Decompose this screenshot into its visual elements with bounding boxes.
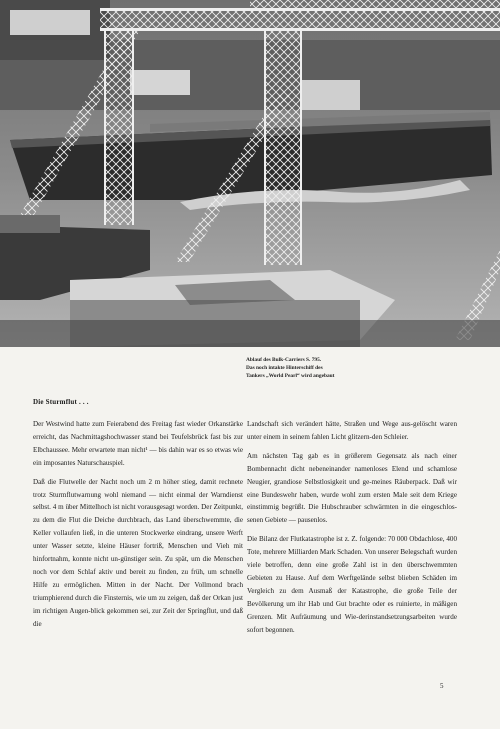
text-column-left: [33, 418, 243, 637]
page-number: 5: [440, 682, 444, 690]
paragraph: Am nächsten Tag gab es in größerem Gegensatz als nach einer Bombennacht dicht nebeneinander namenloses Elend und schamlose Neugier, grandiose Selbstlosigkeit und ge-meines Räuberpack. Daß wir eine Bundeswehr haben, wurde wohl zum ersten Male seit dem Kriege einstimmig begrüßt. Die Hubschrauber schwärmten in die eingeschlos-senen Gebiete — pausenlos.: [247, 451, 457, 525]
shipyard-photo: [0, 0, 500, 347]
paragraph: Daß die Flutwelle der Nacht noch um 2 m höher stieg, damit rechnete trotz Sturmflutwarnung wohl niemand — nicht einmal der Warndienst selbst. 4 m über Mittelhoch ist nicht vorausgesagt worden. Der Zeitpunkt, zu dem die Flut die Deiche durchbrach, das Land überschwemmte, die Keller vollaufen ließ, in die unteren Stockwerke eindrang, unsere Werft unter Wasser setzte, kleine Häuser fortriß, Menschen und Vieh mit hinfortnahm, konnte nicht un-günstiger sein. Zu spät, um die Menschen noch vor dem Schlaf aktiv und bereit zu finden, zu früh, um schnelle Hilfe zu ermöglichen. Mitten in der Nacht. Der Vollmond brach triumphierend durch die Finsternis, wie um zu zeigen, daß der Orkan just im richtigen Augen-blick gekommen sei, zur Zeit der Springflut, und daß die: [33, 477, 243, 628]
article-heading: Die Sturmflut . . .: [33, 398, 89, 406]
caption-line: Tankers „World Pearl“ wird angebaut: [246, 373, 335, 379]
paragraph: Der Westwind hatte zum Feierabend des Freitag fast wieder Orkanstärke erreicht, das Nachmittagshochwasser stand bei Teufelsbrück fast bis zur Elbchaussee. Mehr erwartete man nicht¹ — bis dahin war es so etwas wie ein imposantes Naturschauspiel.: [33, 420, 243, 467]
caption-line: Das noch intakte Hinterschiff des: [246, 365, 323, 371]
paragraph: Die Bilanz der Flutkatastrophe ist z. Z. folgende: 70 000 Obdachlose, 400 Tote, mehrere Milliarden Mark Schaden. Von unserer Belegschaft wurden viele betroffen, denn eine große Zahl ist in den überschwemmten Gebieten zu Hause. Auf dem Werftgelände selbst blieben Schäden im Vergleich zu dem Ausmaß der Katastrophe, die große Teile der Bevölkerung um ihr Hab und Gut brachte oder es ruinierte, in mäßigen Grenzen. Mit Aufräumung und Wie-derinstandsetzungsarbeiten wurde sofort begonnen.: [247, 535, 457, 634]
text-column-right: [247, 418, 457, 643]
paragraph: Landschaft sich verändert hätte, Straßen und Wege aus-gelöscht waren unter einem in seinem fahlen Licht glitzern-den Schleier.: [247, 420, 457, 441]
caption-line: Ablauf des Bulk-Carriers S. 795.: [246, 357, 322, 363]
photo-caption: [246, 356, 446, 380]
